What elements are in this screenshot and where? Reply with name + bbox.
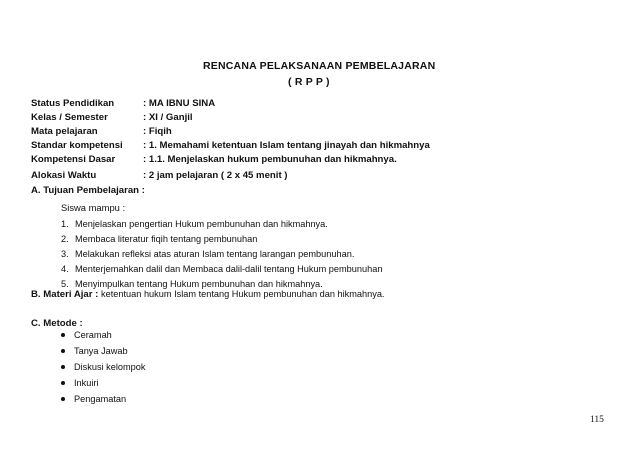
list-text: Ceramah [74, 330, 112, 340]
list-text: Menterjemahkan dalil dan Membaca dalil-dalil tentang Hukum pembunuhan [75, 264, 383, 274]
section-heading: B. Materi Ajar : [31, 289, 99, 300]
list-item [61, 217, 382, 232]
objective-list [61, 217, 382, 292]
section-metode [31, 318, 146, 404]
method-list [61, 327, 145, 407]
list-text: Diskusi kelompok [74, 362, 146, 372]
title-line-2: ( R P P ) [288, 76, 330, 88]
list-item [61, 343, 145, 359]
list-item [61, 359, 145, 375]
list-item [61, 247, 382, 262]
info-label: Status Pendidikan [31, 98, 115, 109]
section-text: ketentuan hukum Islam tentang Hukum pembunuhan dan hikmahnya. [101, 289, 385, 299]
info-label: Standar kompetensi [31, 140, 123, 151]
bullet-icon [61, 365, 65, 369]
page-number: 115 [590, 415, 604, 425]
title-line-1: RENCANA PELAKSANAAN PEMBELAJARAN [203, 60, 436, 72]
list-number: 1. [61, 219, 69, 229]
list-text: Menjelaskan pengertian Hukum pembunuhan dan hikmahnya. [75, 219, 328, 229]
section-tujuan [31, 185, 383, 289]
bullet-icon [61, 381, 65, 385]
info-value: : MA IBNU SINA [143, 98, 216, 109]
list-item [61, 262, 382, 277]
bullet-icon [61, 349, 65, 353]
bullet-icon [61, 333, 65, 337]
list-number: 5. [61, 279, 69, 289]
info-value: : Fiqih [143, 126, 172, 137]
list-number: 4. [61, 264, 69, 274]
section-materi [31, 289, 385, 300]
bullet-icon [61, 397, 65, 401]
list-item [61, 375, 145, 391]
info-label: Alokasi Waktu [31, 170, 97, 181]
list-text: Melakukan refleksi atas aturan Islam tentang larangan pembunuhan. [75, 249, 355, 259]
info-value: : 2 jam pelajaran ( 2 x 45 menit ) [143, 170, 288, 181]
info-value: : 1.1. Menjelaskan hukum pembunuhan dan hikmahnya. [143, 154, 397, 165]
section-intro: Siswa mampu : [61, 202, 126, 213]
list-text: Inkuiri [74, 378, 99, 388]
section-heading: C. Metode : [31, 318, 83, 329]
info-label: Kelas / Semester [31, 112, 108, 123]
list-number: 3. [61, 249, 69, 259]
list-item [61, 327, 145, 343]
list-item [61, 232, 382, 247]
list-text: Membaca literatur fiqih tentang pembunuhan [75, 234, 258, 244]
list-item [61, 391, 145, 407]
info-value: : 1. Memahami ketentuan Islam tentang jinayah dan hikmahnya [143, 140, 430, 151]
section-heading: A. Tujuan Pembelajaran : [31, 185, 145, 196]
info-label: Kompetensi Dasar [31, 154, 116, 165]
list-text: Tanya Jawab [74, 346, 128, 356]
list-text: Menyimpulkan tentang Hukum pembunuhan dan hikmahnya. [75, 279, 323, 289]
list-text: Pengamatan [74, 394, 127, 404]
list-number: 2. [61, 234, 69, 244]
info-value: : XI / Ganjil [143, 112, 193, 123]
info-label: Mata pelajaran [31, 126, 98, 137]
